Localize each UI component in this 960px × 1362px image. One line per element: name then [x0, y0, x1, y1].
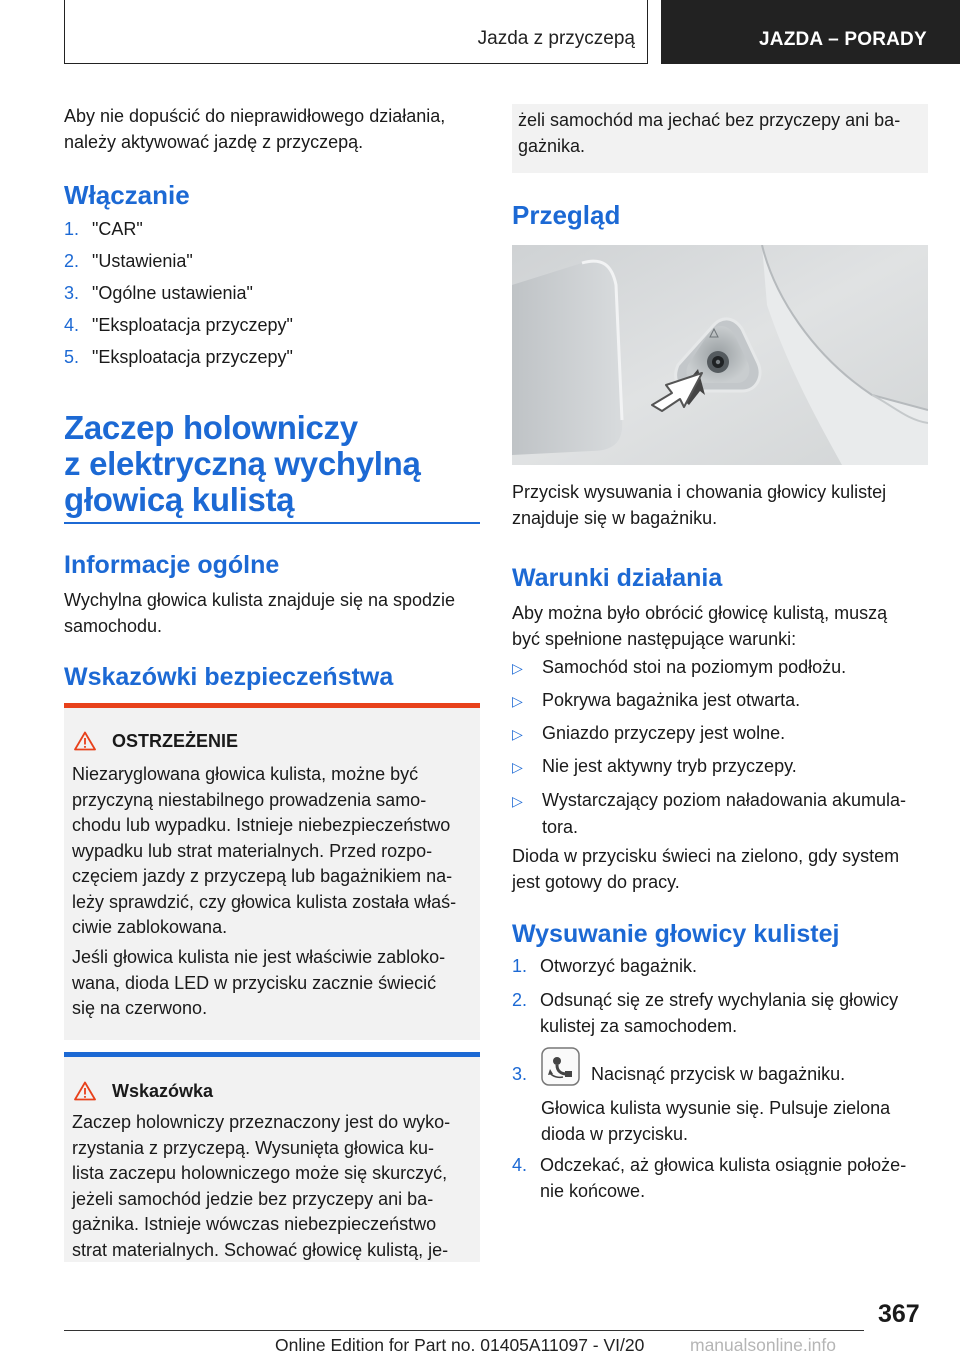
notice-text: Zaczep holowniczy przeznaczony jest do wyko- rzystania z przyczepą. Wysunięta głowica ku- lista zaczepu holowniczego może się skurczyć, jeżeli samochód jedzie bez przyczepy ani ba- gażnika. Istnieje wówczas niebezpieczeństwo strat materialnych. Schować głowicę kulistą, je- — [72, 1112, 451, 1260]
overview-heading: Przegląd — [512, 200, 621, 230]
enable-step: 3. "Ogólne ustawienia" — [64, 283, 253, 303]
header-section-tab — [64, 0, 648, 64]
extend-step: 4. Odczekać, aż głowica kulista osiągnie położe- nie końcowe. — [512, 1155, 907, 1201]
enable-step: 4. "Eksploatacja przyczepy" — [64, 315, 293, 335]
header-chapter-tab — [661, 0, 960, 64]
enable-step: 1. "CAR" — [64, 219, 143, 239]
condition-item: ▷ Gniazdo przyczepy jest wolne. — [512, 723, 786, 743]
condition-item: ▷ Wystarczający poziom naładowania akumula- tora. — [512, 790, 906, 837]
warning-label: OSTRZEŻENIE — [112, 731, 239, 751]
condition-item: ▷ Pokrywa bagażnika jest otwarta. — [512, 690, 801, 710]
general-text: Wychylna głowica kulista znajduje się na spodzie samochodu. — [64, 590, 456, 636]
extend-step-3-text: Nacisnąć przycisk w bagażniku. — [591, 1064, 846, 1084]
header-chapter: JAZDA – PORADY — [759, 29, 927, 50]
footer-watermark: manualsonline.info — [690, 1335, 836, 1355]
warning-text-2: Jeśli głowica kulista nie jest właściwie zabloko- wana, dioda LED w przycisku zacznie świecić się na czerwono. — [72, 947, 446, 1018]
trunk-button-photo — [512, 245, 928, 465]
main-title: Zaczep holowniczy z elektryczną wychylną głowicą kulistą — [64, 409, 421, 518]
title-rule — [64, 522, 480, 524]
intro-text: Aby nie dopuścić do nieprawidłowego działania, należy aktywować jazdę z przyczepą. — [64, 106, 446, 152]
extend-step-3-result: Głowica kulista wysunie się. Pulsuje zielona dioda w przycisku. — [541, 1098, 891, 1144]
header-section: Jazda z przyczepą — [477, 28, 635, 49]
extend-step: 1. Otworzyć bagażnik. — [512, 956, 698, 976]
footer-rule — [64, 1330, 864, 1331]
safety-heading: Wskazówki bezpieczeństwa — [64, 663, 394, 691]
page-number: 367 — [878, 1300, 920, 1328]
condition-item: ▷ Nie jest aktywny tryb przyczepy. — [512, 756, 797, 776]
warning-triangle-icon — [74, 731, 96, 751]
extend-heading: Wysuwanie głowicy kulistej — [512, 920, 840, 948]
trailer-hitch-button-icon — [541, 1047, 580, 1086]
warning-text: Niezaryglowana głowica kulista, możne być przyczyną niestabilnego prowadzenia samo- chodu lub wypadku. Istnieje niebezpieczeństwo wypadku lub strat materialnych. Przed rozpo- częciem jazdy z przyczepą lub bagażnikiem na- leży sprawdzić, czy głowica kulista została właś- ciwie zablokowana. — [72, 764, 457, 937]
extend-step: 3. — [512, 1064, 528, 1084]
extend-step: 2. Odsunąć się ze strefy wychylania się głowicy kulistej za samochodem. — [512, 990, 899, 1036]
notice-continuation-text: żeli samochód ma jechać bez przyczepy ani ba- gażnika. — [518, 110, 901, 156]
notice-triangle-icon — [74, 1081, 96, 1101]
conditions-heading: Warunki działania — [512, 564, 723, 592]
general-heading: Informacje ogólne — [64, 551, 280, 579]
notice-label: Wskazówka — [112, 1081, 214, 1101]
condition-item: ▷ Samochód stoi na poziomym podłożu. — [512, 657, 847, 677]
enable-step: 5. "Eksploatacja przyczepy" — [64, 347, 293, 367]
enable-heading: Włączanie — [64, 180, 190, 210]
conditions-intro: Aby można było obrócić głowicę kulistą, muszą być spełnione następujące warunki: — [512, 603, 888, 649]
footer-edition: Online Edition for Part no. 01405A11097 - VI/20 — [275, 1335, 645, 1355]
photo-caption: Przycisk wysuwania i chowania głowicy kulistej znajduje się w bagażniku. — [512, 482, 887, 528]
enable-step: 2. "Ustawienia" — [64, 251, 193, 271]
led-text: Dioda w przycisku świeci na zielono, gdy system jest gotowy do pracy. — [512, 846, 900, 892]
